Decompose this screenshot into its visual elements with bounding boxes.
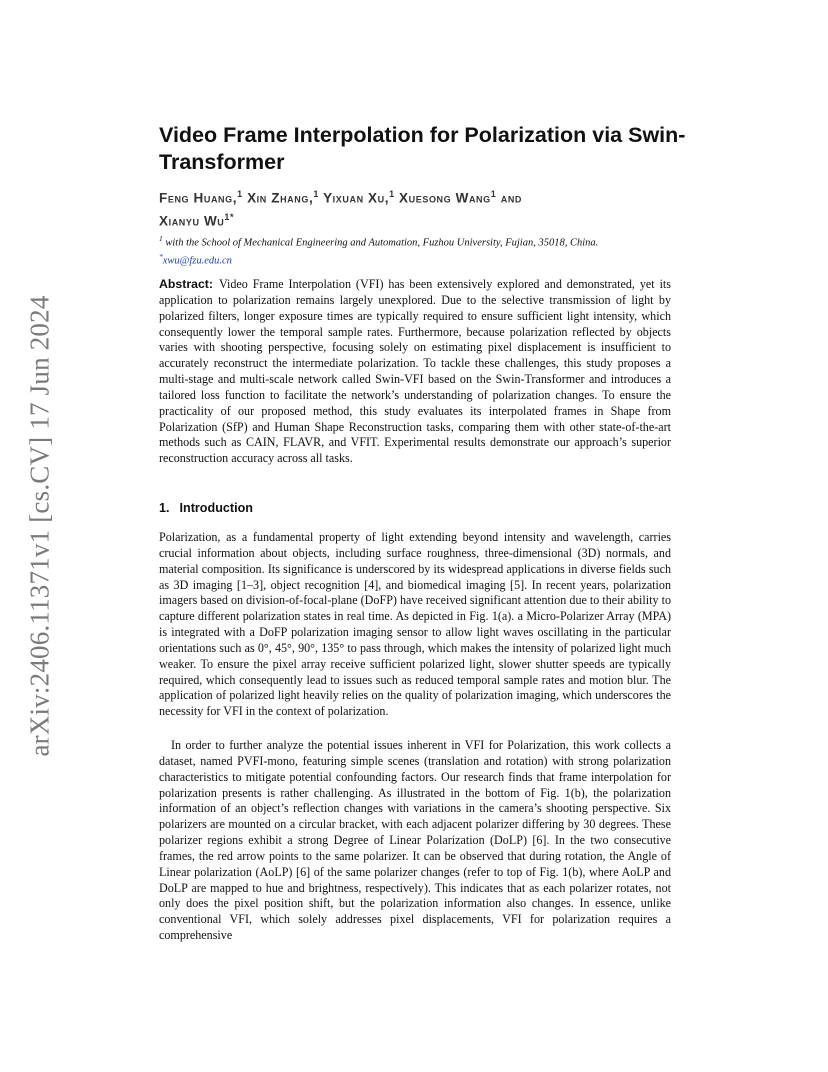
author-list (159, 185, 679, 230)
author-affiliation-marker: 1 (490, 189, 497, 199)
intro-paragraph: Polarization, as a fundamental property of light extending beyond intensity and wavelength, carries crucial information about objects, including surface roughness, three-dimensional (3D) normals, and material composition. Its significance is underscored by its widespread applications in diverse fields such as 3D imaging [1–3], object recognition [4], and biomedical imaging [5]. In recent years, polarization imagers based on division-of-focal-plane (DoFP) have received significant attention due to their ability to capture different polarization states in real time. As depicted in Fig. 1(a). a Micro-Polarizer Array (MPA) is integrated with a DoFP polarization imaging sensor to allow light waves oscillating in the particular orientations such as 0°, 45°, 90°, 135° to pass through, which makes the intensity of polarized light much weaker. To ensure the pixel array receive sufficient polarized light, slower shutter speeds are typically required, which consequently lead to issues such as reduced temporal sample rates and motion blur. The application of polarized light heavily relies on the quality of polarization imaging, which underscores the necessity for VFI in the context of polarization. (159, 530, 671, 719)
abstract-label: Abstract: (159, 277, 213, 291)
author-affiliation-marker: 1 (313, 189, 319, 199)
author-affiliation-marker: 1 (237, 189, 243, 199)
paper-title: Video Frame Interpolation for Polarization via Swin-Transformer (159, 123, 686, 174)
affiliation-text: with the School of Mechanical Engineering and Automation, Fuzhou University, Fujian, 35018, China. (165, 237, 599, 249)
author-affiliation-marker: 1 (389, 189, 395, 199)
author-name: Xianyu Wu (159, 213, 225, 228)
author-name: Xuesong Wang (399, 190, 491, 206)
abstract-text: Video Frame Interpolation (VFI) has been extensively explored and demonstrated, yet its application to polarization remains largely unexplored. Due to the selective transmission of light by polarized filters, longer exposure times are typically required to ensure sufficient light intensity, which consequently lower the temporal sample rates. Furthermore, because polarization reflected by objects varies with shooting perspective, focusing solely on estimating pixel displacement is insufficient to accurately reconstruct the intermediate polarization. To tackle these challenges, this study proposes a multi-stage and multi-scale network called Swin-VFI based on the Swin-Transformer and introduces a tailored loss function to facilitate the network’s understanding of polarization changes. To ensure the practicality of our proposed method, this study evaluates its interpolated frames in Shape from Polarization (SfP) and Human Shape Reconstruction tasks, comparing them with other state-of-the-art methods such as CAIN, FLAVR, and VFIT. Experimental results demonstrate our approach’s superior reconstruction accuracy across all tasks. (159, 277, 671, 466)
intro-paragraph: In order to further analyze the potential issues inherent in VFI for Polarization, this work collects a dataset, named PVFI-mono, featuring simple scenes (translation and rotation) with strong polarization characteristics to mitigate potential confounding factors. Our research finds that frame interpolation for polarization presents is rather challenging. As illustrated in the bottom of Fig. 1(b), the polarization information of an object’s reflection changes with variations in the camera’s shooting perspective. Six polarizers are mounted on a circular bracket, with each adjacent polarizer differing by 30 degrees. These polarizer regions exhibit a strong Degree of Linear Polarization (DoLP) [6]. In the two consecutive frames, the red arrow points to the same polarizer. It can be observed that during rotation, the Angle of Linear polarization (AoLP) [6] of the same polarizer changes (refer to top of Fig. 1(b), where AoLP and DoLP are mapped to hue and brightness, respectively). This indicates that as each polarizer rotates, not only does the pixel position shift, but the polarization information also changes. In essence, unlike conventional VFI, which solely addresses pixel displacements, VFI for polarization requires a comprehensive (159, 738, 671, 943)
affiliation-line (159, 232, 679, 250)
section-number: 1. (159, 501, 170, 515)
author-name: Feng Huang, (159, 190, 238, 206)
section-heading-introduction (159, 501, 253, 515)
author-affiliation-marker: 1* (224, 211, 235, 222)
affiliation-marker: 1 (159, 234, 163, 243)
author-name: Yixuan Xu, (323, 190, 390, 206)
email-marker: * (159, 251, 163, 261)
author-conjunction: and (500, 190, 523, 206)
email-address[interactable]: xwu@fzu.edu.cn (162, 255, 232, 266)
section-title: Introduction (179, 501, 253, 515)
abstract (159, 277, 671, 467)
arxiv-identifier: arXiv:2406.11371v1 [cs.CV] 17 Jun 2024 (24, 295, 55, 757)
email-line (159, 250, 679, 268)
author-name: Xin Zhang, (247, 190, 314, 206)
affiliation-block (159, 232, 679, 267)
